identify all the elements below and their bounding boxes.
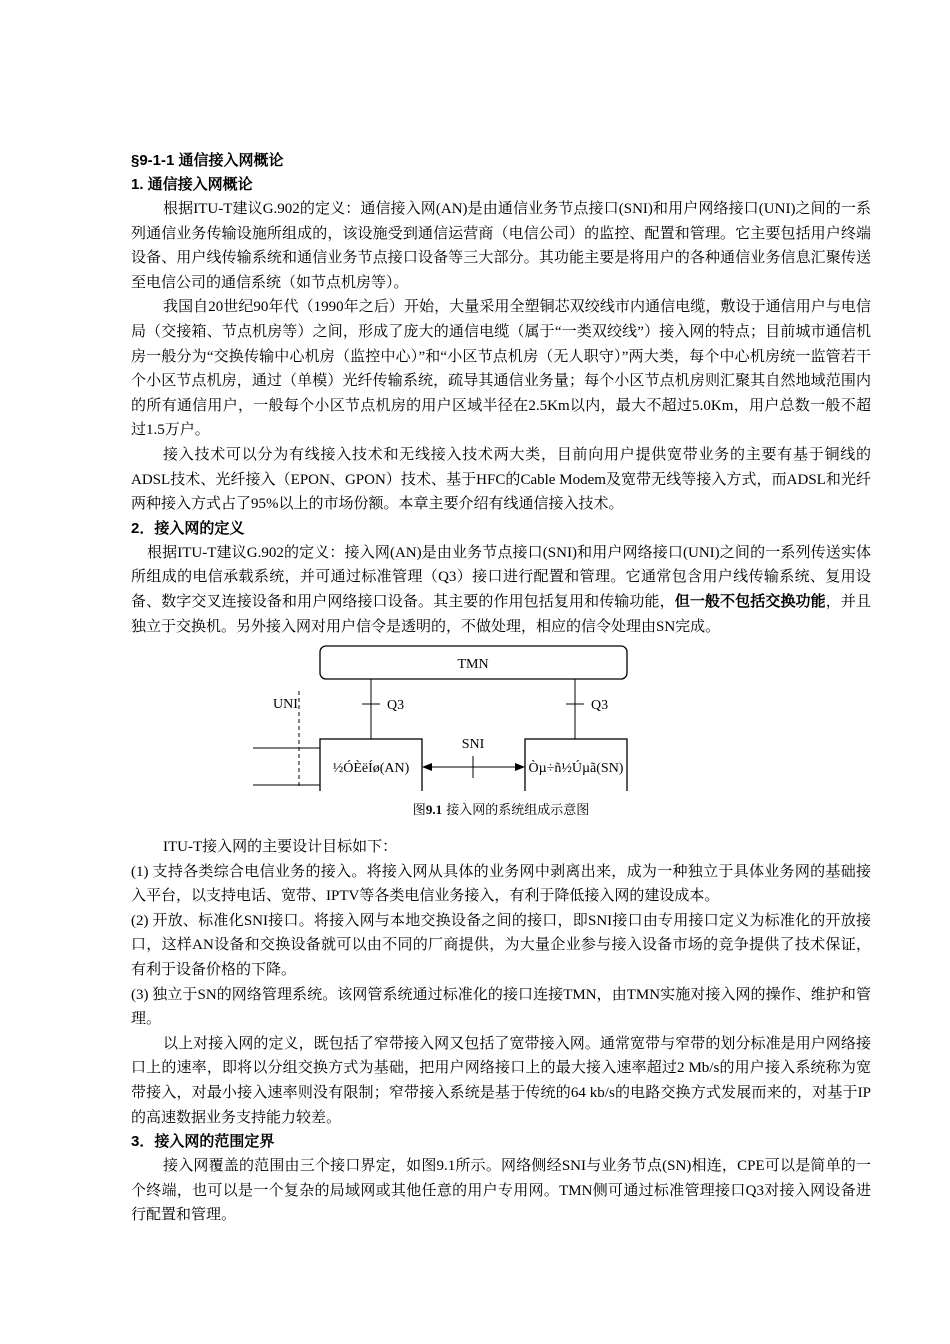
list-item: (2) 开放、标准化SNI接口。将接入网与本地交换设备之间的接口，即SNI接口由专用接口定义为标准化的开放接口，这样AN设备和交换设备就可以由不同的厂商提供，为大量企业参与接入设备市场的竞争提供了技术保证，有利于设备价格的下降。 bbox=[131, 912, 871, 979]
paragraph: 根据ITU-T建议G.902的定义：通信接入网(AN)是由通信业务节点接口(SNI)和用户网络接口(UNI)之间的一系列通信业务传输设施所组成的，该设施受到通信运营商（电信公司）的监控、配置和管理。它主要包括用户终端设备、用户线传输系统和通信业务节点接口设备等三大部分。其功能主要是将用户的各种通信业务信息汇聚传送至电信公司的通信系统（如节点机房等）。 bbox=[131, 201, 871, 291]
emphasis-text: 但一般不包括交换功能 bbox=[674, 593, 826, 610]
q3-right-label: Q3 bbox=[591, 698, 609, 714]
tmn-label: TMN bbox=[457, 657, 489, 673]
an-label: ½ÓÈëÍø(AN) bbox=[332, 761, 410, 777]
paragraph: 以上对接入网的定义，既包括了窄带接入网又包括了宽带接入网。通常宽带与窄带的划分标准是用户网络接口上的速率，即将以分组交换方式为基础，把用户网络接口上的最大接入速率超过2 Mb/s的用户接入系统称为宽带接入，对最小接入速率则没有限制；窄带接入系统是基于传统的64 kb/s的电路交换方式发展而来的，对基于IP的高速数据业务支持能力较差。 bbox=[131, 1035, 871, 1126]
heading-1: 1. 通信接入网概论 bbox=[131, 176, 253, 193]
paragraph: 根据ITU-T建议G.902的定义：接入网(AN)是由业务节点接口(SNI)和用户网络接口(UNI)之间的一系列传送实体所组成的电信承载系统，并可通过标准管理（Q3）接口进行配置和管理。它通常包含用户线传输系统、复用设备、数字交叉连接设备和用户网络接口设备。其主要的作用包括复用和传输功能，但一般不包括交换功能，并且独立于交换机。另外接入网对用户信令是透明的，不做处理，相应的信令处理由SN完成。 bbox=[131, 544, 871, 635]
q3-left-label: Q3 bbox=[387, 698, 405, 714]
sn-label: Òµ÷ñ½Úµã(SN) bbox=[528, 761, 624, 777]
uni-label: UNI bbox=[273, 697, 298, 713]
paragraph: 我国自20世纪90年代（1990年之后）开始，大量采用全塑铜芯双绞线市内通信电缆，敷设于通信用户与电信局（交接箱、节点机房等）之间，形成了庞大的通信电缆（属于“一类双绞线”）接入网的特点；目前城市通信机房一般分为“交换传输中心机房（监控中心）”和“小区节点机房（无人职守）”两大类，每个中心机房统一监管若干个小区节点机房，通过（单模）光纤传输系统，疏导其通信业务量；每个小区节点机房则汇聚其自然地域范围内的所有通信用户，一般每个小区节点机房的用户区域半径在2.5Km以内，最大不超过5.0Km，用户总数一般不超过1.5万户。 bbox=[131, 299, 871, 439]
document-page bbox=[131, 149, 871, 1228]
figure-access-network bbox=[131, 641, 871, 835]
arrow-right-icon bbox=[515, 763, 525, 771]
paragraph: ITU-T接入网的主要设计目标如下： bbox=[163, 839, 398, 856]
section-title: §9-1-1 通信接入网概论 bbox=[131, 152, 284, 169]
sni-label: SNI bbox=[461, 737, 485, 753]
paragraph: 接入网覆盖的范围由三个接口界定，如图9.1所示。网络侧经SNI与业务节点(SN)相连，CPE可以是简单的一个终端，也可以是一个复杂的局域网或其他任意的用户专用网。TMN侧可通过标准管理接口Q3对接入网设备进行配置和管理。 bbox=[131, 1158, 871, 1224]
diagram bbox=[131, 641, 871, 791]
list-item: (1) 支持各类综合电信业务的接入。将接入网从具体的业务网中剥离出来，成为一种独立于具体业务网的基础接入平台，以支持电话、宽带、IPTV等各类电信业务接入，有利于降低接入网的建设成本。 bbox=[131, 863, 871, 905]
arrow-left-icon bbox=[422, 763, 432, 771]
list-item: (3) 独立于SN的网络管理系统。该网管系统通过标准化的接口连接TMN，由TMN实施对接入网的操作、维护和管理。 bbox=[131, 986, 871, 1028]
heading-2: 2．接入网的定义 bbox=[131, 519, 245, 537]
paragraph: 接入技术可以分为有线接入技术和无线接入技术两大类，目前向用户提供宽带业务的主要有基于铜线的ADSL技术、光纤接入（EPON、GPON）技术、基于HFC的Cable Modem及宽带无线等接入方式，而ADSL和光纤两种接入方式占了95%以上的市场份额。本章主要介绍有线通信接入技术。 bbox=[131, 446, 871, 513]
heading-3: 3．接入网的范围定界 bbox=[131, 1133, 275, 1151]
figure-caption: 图9.1 接入网的系统组成示意图 bbox=[412, 802, 590, 819]
